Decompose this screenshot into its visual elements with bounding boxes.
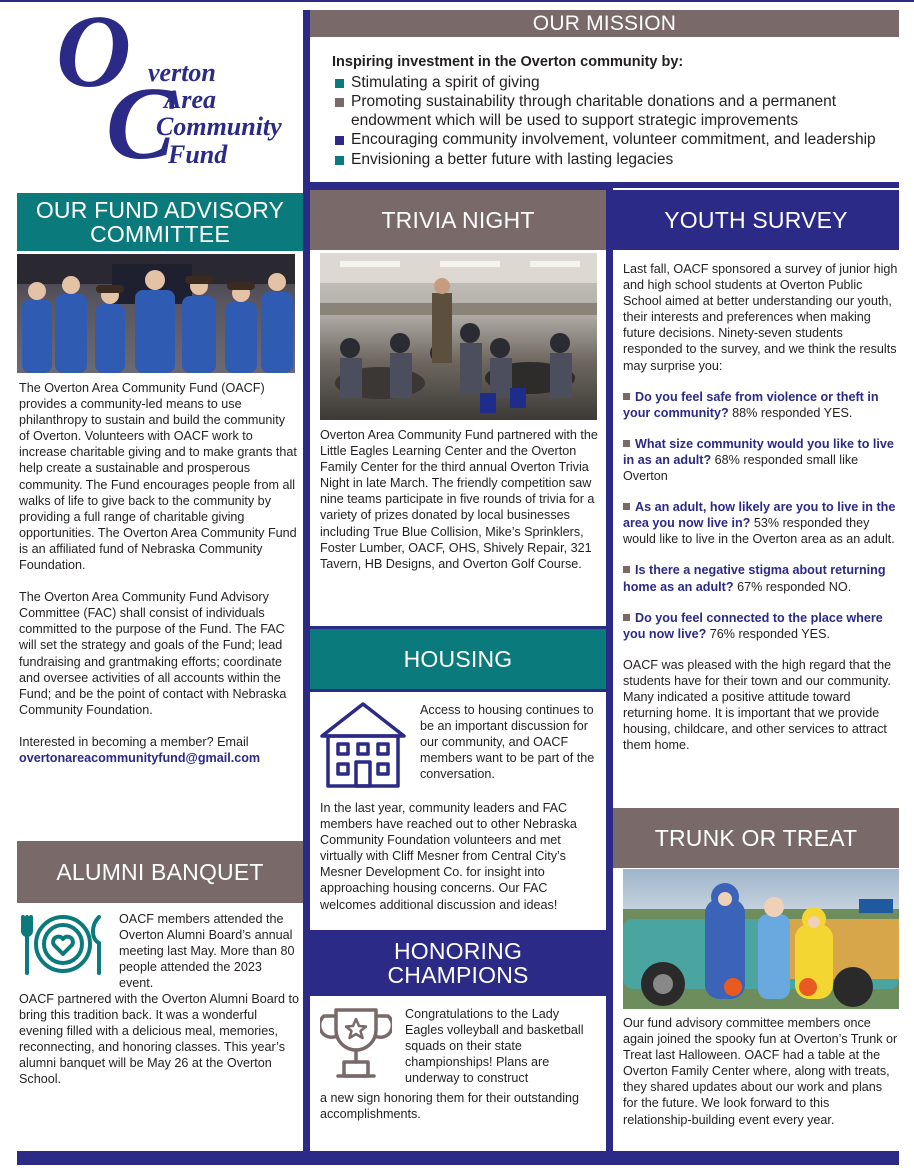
mission-list [332,74,892,170]
survey-answer-text: 53% responded they would like to live in the Overton area as an adult. [623,516,895,547]
mission-item-text: Envisioning a better future with lasting legacies [351,150,674,168]
survey-question [623,610,898,642]
youth-questions [623,389,898,642]
trivia-photo [320,253,597,420]
square-bullet-icon [335,136,344,145]
trunk-header: TRUNK OR TREAT [613,808,899,868]
survey-question-text: What size community would you like to live in as an adult? [623,436,894,467]
mission-item [332,131,892,150]
logo-big-c: C [106,66,176,181]
trunk-body: Our fund advisory committee members once again joined the spooky fun at Overton’s Trunk or Treat last Halloween. OACF had a table at the Overton Family Center where, along with treats, they shared updates about our work and plans for the future. We look forward to this relationship-building event every year. [623,1016,898,1127]
square-bullet-icon [623,393,630,400]
mission-item-text: Promoting sustainability through charitable donations and a permanent endowment which will be used to support strategic improvements [351,93,837,129]
square-bullet-icon [623,440,630,447]
mission-item [332,151,892,170]
advisory-paragraph-1: The Overton Area Community Fund (OACF) provides a community-led means to use philanthropy to sustain and build the community of Overton. Volunteers with OACF work to increase charitable giving and to make grants that help create a sustainable and prosperous community. The Fund encourages people from all walks of life to give back to the community by providing a full range of charitable giving opportunities. The Overton Area Community Fund is an affiliated fund of Nebraska Community Foundation. [19,381,297,573]
alumni-body-bottom: OACF partnered with the Overton Alumni Board to bring this tradition back. It was a wonderful evening filled with a delicious meal, memories, reconnecting, and honoring classes. This year’s alumni banquet will be May 26 at the Overton School. [19,992,299,1087]
oacf-logo [56,0,286,182]
survey-answer-text: 88% responded YES. [728,405,853,420]
youth-outro: OACF was pleased with the high regard that the students have for their town and our community. Many indicated a positive attitude toward returning home. It is important that we provide housing, childcare, and other services to attract them home. [623,657,892,753]
square-bullet-icon [623,566,630,573]
trivia-crowd-illustration [320,253,597,420]
mission-item [332,93,892,130]
square-bullet-icon [335,98,344,107]
square-bullet-icon [335,79,344,88]
committee-photo [17,254,295,373]
center-divider [303,10,310,188]
plate-fork-knife-heart-icon [20,909,106,979]
square-bullet-icon [623,614,630,621]
committee-group-illustration [17,254,295,373]
survey-question-text: Is there a negative stigma about returning home as an adult? [623,563,886,594]
survey-answer-text: 76% responded YES. [706,626,830,641]
logo-big-o: O [56,0,132,109]
mission-item-text: Stimulating a spirit of giving [351,73,540,91]
survey-answer-text: 67% responded NO. [733,579,852,594]
trunk-kids-illustration [623,869,899,1009]
advisory-body [19,380,299,766]
top-rule [0,0,914,2]
housing-header: HOUSING [310,629,606,689]
mission-body [332,53,892,170]
logo-line3: Community [156,112,282,141]
mission-item [332,74,892,93]
house-icon [318,700,408,790]
logo-line4: Fund [168,140,228,169]
trivia-header: TRIVIA NIGHT [310,190,606,250]
survey-question-text: As an adult, how likely are you to live in the area you now live in? [623,500,896,531]
youth-intro: Last fall, OACF sponsored a survey of junior high and high school students at Overton Public School aimed at better understanding our youth, their interests and preferences when making future decisions. Ninety-seven students responded to the survey, and we think the results may surprise you: [623,262,898,373]
champions-body-bottom: a new sign honoring them for their outstanding accomplishments. [320,1091,580,1122]
alumni-body-top: OACF members attended the Overton Alumni Board’s annual meeting last May. More than 80 people attended the 2023 event. [119,912,295,991]
youth-body [623,261,898,768]
mission-header: OUR MISSION [310,10,899,37]
square-bullet-icon [623,503,630,510]
youth-header: YOUTH SURVEY [613,190,899,250]
survey-question [623,436,898,484]
mission-intro: Inspiring investment in the Overton community by: [332,54,684,70]
footer-bar [17,1151,899,1165]
survey-question [623,562,898,594]
advisory-email-link[interactable]: overtonareacommunityfund@gmail.com [19,750,261,765]
survey-question-text: Do you feel connected to the place where you now live? [623,610,883,641]
logo-line2: Area [164,85,216,114]
champions-body-top: Congratulations to the Lady Eagles volleyball and basketball squads on their state championships! Plans are underway to construct [405,1007,584,1086]
housing-body-top: Access to housing continues to be an important discussion for our community, and OACF members want to be part of the conversation. [420,703,595,782]
logo-line1: verton [148,58,216,87]
trophy-star-icon [320,1006,392,1082]
survey-question [623,389,898,421]
advisory-header: OUR FUND ADVISORY COMMITTEE [17,193,303,251]
trivia-body: Overton Area Community Fund partnered with the Little Eagles Learning Center and the Overton Family Center for the third annual Overton Trivia Night in late March. The friendly competition saw nine teams participate in five rounds of trivia for a variety of prizes donated by local businesses including True Blue Collision, Mike’s Sprinklers, Foster Lumber, OACF, OHS, Shively Repair, 321 Tavern, HB Designs, and Overton Golf Course. [320,428,598,571]
advisory-paragraph-2: The Overton Area Community Fund Advisory Committee (FAC) shall consist of individuals committed to the purpose of the Fund. The FAC will set the strategy and goals of the Fund; lead fundraising and grantmaking efforts; coordinate and oversee activities of all accounts within the Fund; and be the point of contact with Nebraska Community Foundation. [19,590,287,717]
trunk-photo [623,869,899,1009]
survey-question-text: Do you feel safe from violence or theft in your community? [623,389,879,420]
square-bullet-icon [335,156,344,165]
advisory-paragraph-3: Interested in becoming a member? Email [19,734,249,749]
housing-body-bottom: In the last year, community leaders and FAC members have reached out to other Nebraska Community Foundation volunteers and met virtually with Cliff Mesner from Central City’s Mesner Development Co. for insight into approaching housing concerns. Our FAC welcomes additional discussion and ideas! [320,801,577,912]
survey-question [623,499,898,547]
alumni-header: ALUMNI BANQUET [17,841,303,903]
survey-answer-text: 68% responded small like Overton [623,452,859,484]
mission-item-text: Encouraging community involvement, volunteer commitment, and leadership [351,131,876,148]
champions-header: HONORING CHAMPIONS [310,933,606,993]
